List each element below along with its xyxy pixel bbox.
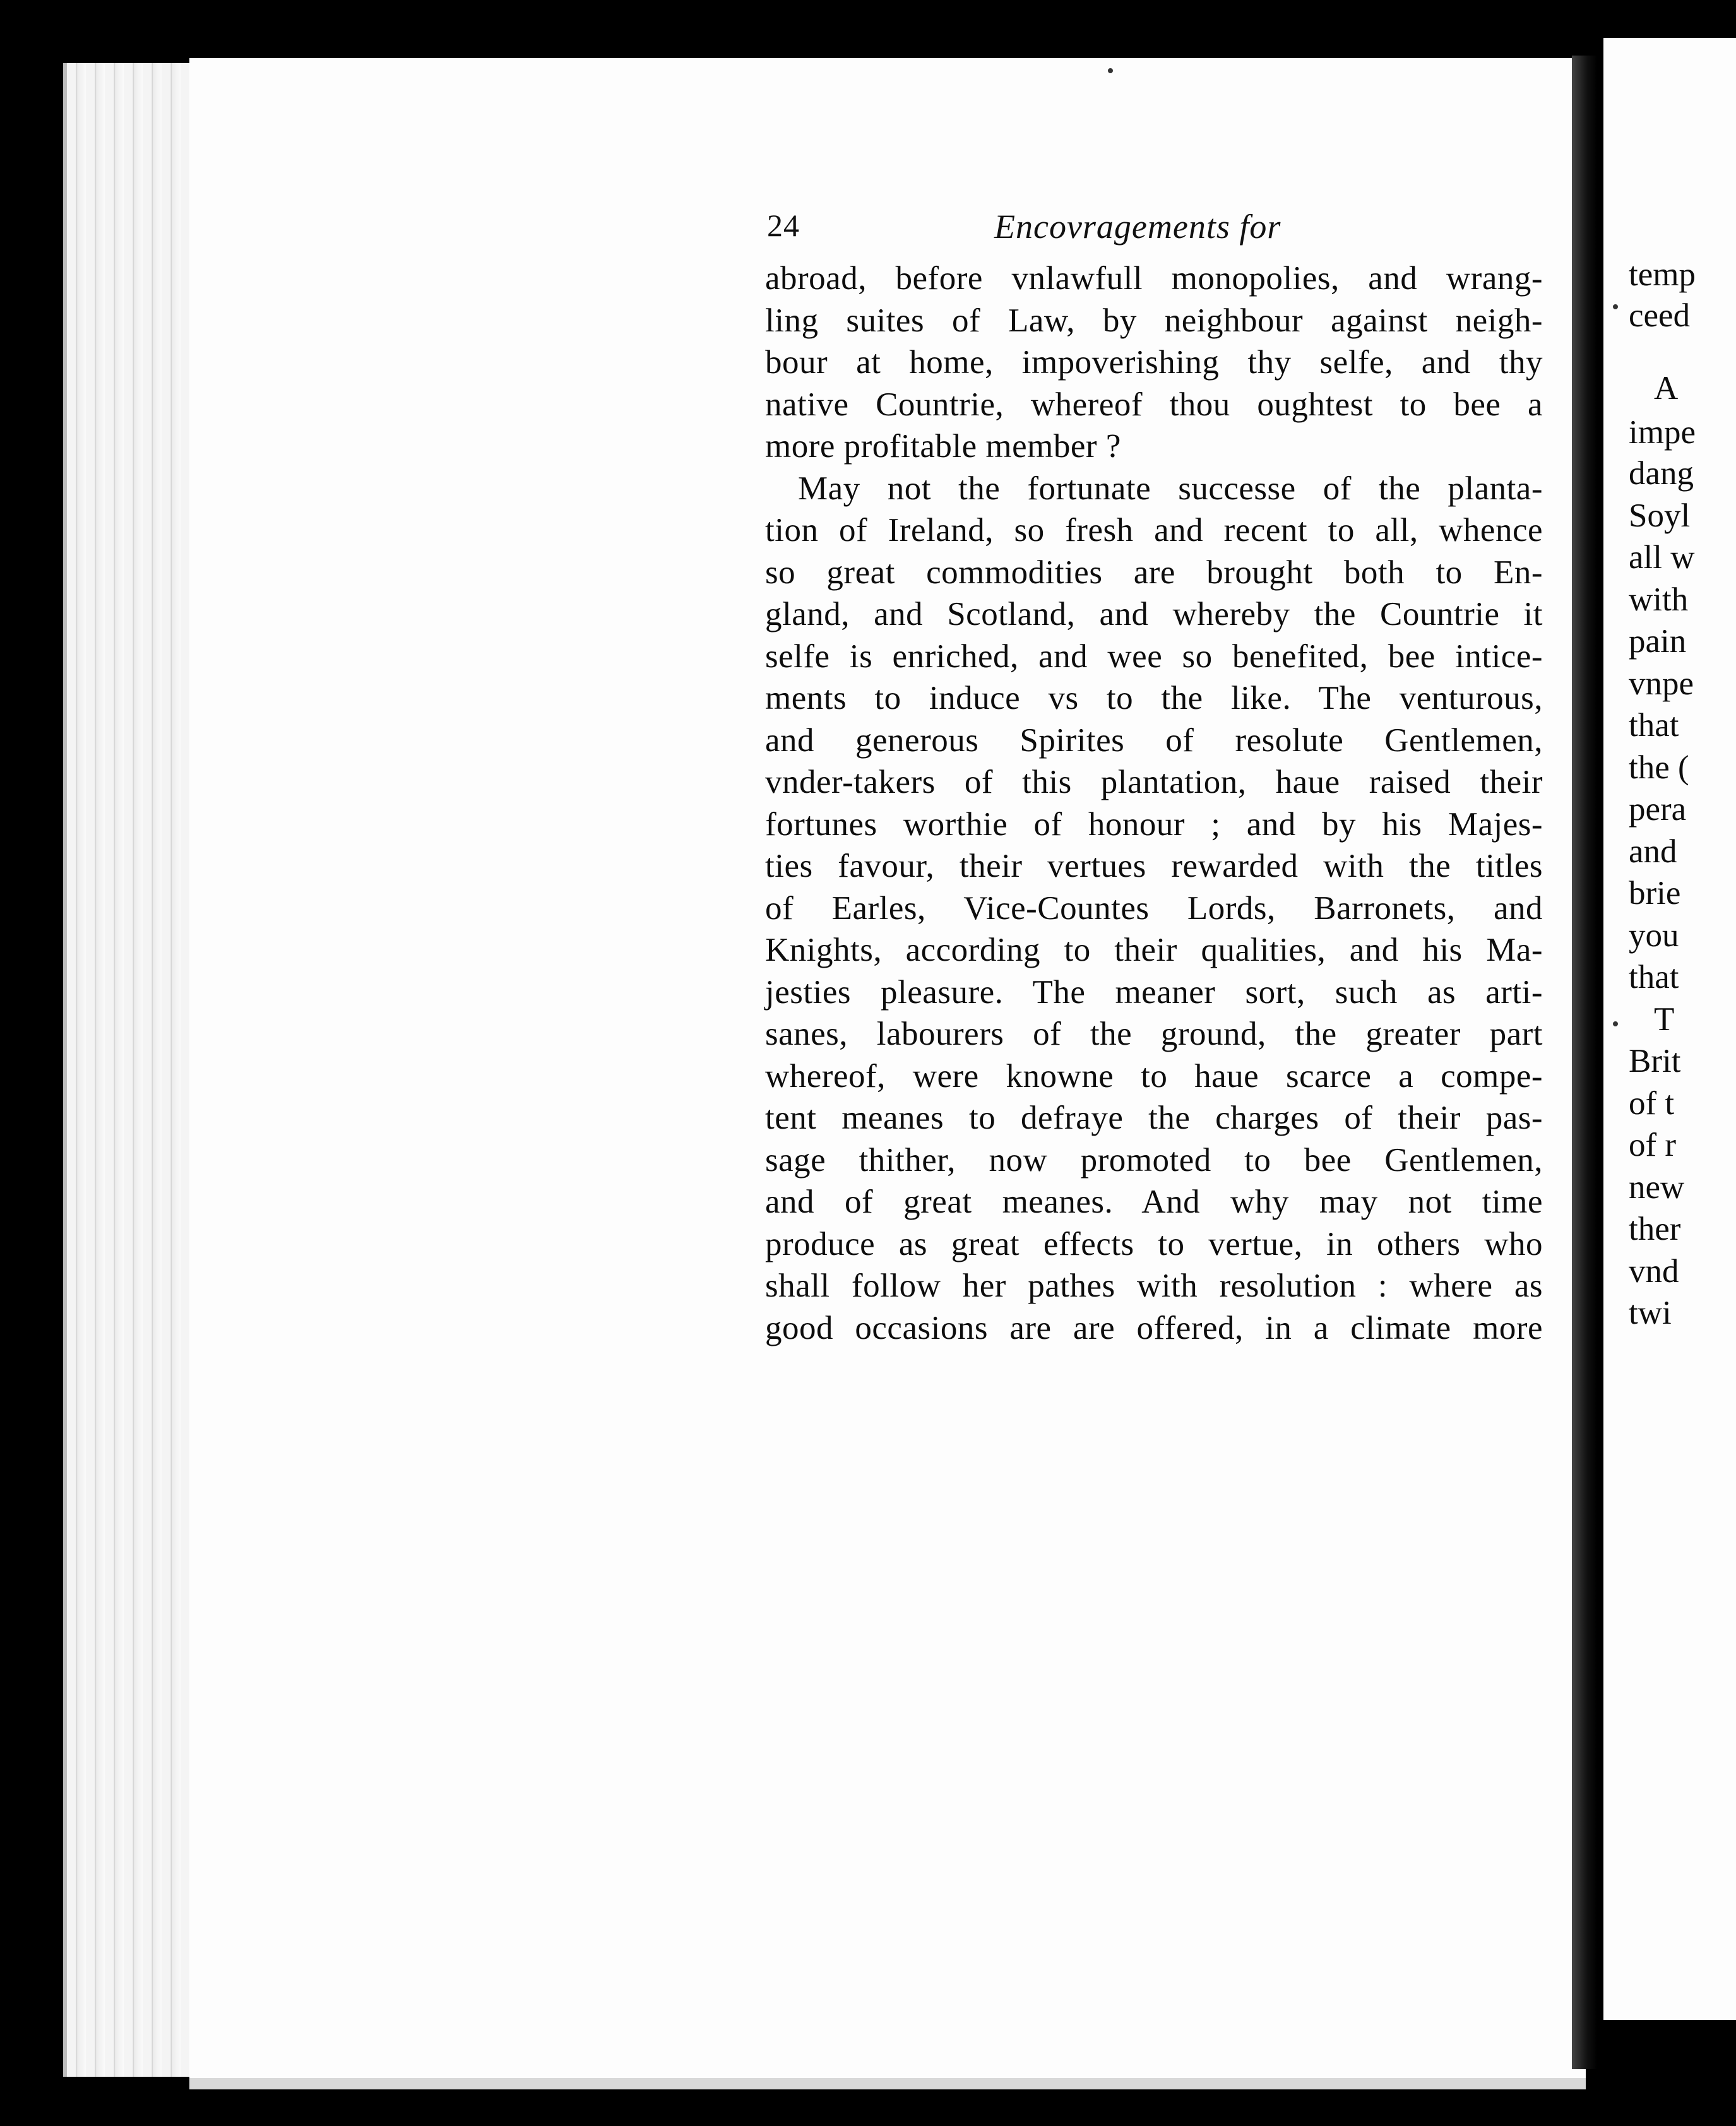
body-text — [765, 258, 1543, 1349]
facing-line: ceed — [1629, 297, 1691, 334]
scan-speck — [1613, 1021, 1618, 1026]
text-line: tion of Ireland, so fresh and recent to all, whence — [765, 512, 1543, 549]
text-line: selfe is enriched, and wee so benefited, bee intice- — [765, 638, 1543, 675]
facing-page — [1603, 38, 1736, 2020]
facing-line: and — [1629, 833, 1677, 870]
text-line: Knights, according to their qualities, and his Ma- — [765, 932, 1543, 968]
facing-line: of t — [1629, 1085, 1675, 1122]
text-line: and generous Spirites of resolute Gentlemen, — [765, 722, 1543, 759]
facing-line: ther — [1629, 1211, 1681, 1247]
text-line: good occasions are are offered, in a climate more — [765, 1309, 1543, 1346]
page-number: 24 — [767, 208, 800, 243]
facing-line: Brit — [1629, 1043, 1681, 1079]
facing-line: vnd — [1629, 1253, 1679, 1290]
running-head — [767, 207, 1588, 251]
text-line: abroad, before vnlawfull monopolies, and wrang- — [765, 260, 1543, 297]
facing-line: dang — [1629, 455, 1694, 492]
text-line: and of great meanes. And why may not time — [765, 1184, 1543, 1220]
text-line: sage thither, now promoted to bee Gentlemen, — [765, 1141, 1543, 1179]
text-line: May not the fortunate successe of the planta- — [798, 470, 1543, 507]
facing-line: impe — [1629, 414, 1696, 451]
running-title: Encovragements for — [994, 208, 1281, 246]
text-line: shall follow her pathes with resolution : where as — [765, 1268, 1543, 1304]
text-line: tent meanes to defraye the charges of their pas- — [765, 1100, 1543, 1136]
text-line: ling suites of Law, by neighbour against neigh- — [765, 302, 1543, 339]
facing-line: A — [1654, 370, 1679, 407]
facing-line: all w — [1629, 539, 1695, 576]
text-line: ties favour, their vertues rewarded with the titles — [765, 848, 1543, 884]
facing-line: T — [1654, 1001, 1675, 1038]
facing-line: twi — [1629, 1295, 1672, 1331]
facing-line: the ( — [1629, 749, 1689, 786]
facing-line: pain — [1629, 623, 1687, 660]
facing-line: temp — [1629, 256, 1696, 293]
facing-line: with — [1629, 581, 1689, 618]
facing-line: that — [1629, 707, 1679, 744]
scan-speck — [1108, 68, 1113, 73]
text-line: jesties pleasure. The meaner sort, such as arti- — [765, 973, 1543, 1011]
text-line: native Countrie, whereof thou oughtest to bee a — [765, 386, 1543, 423]
text-line: more profitable member ? — [765, 428, 1121, 465]
text-line: gland, and Scotland, and whereby the Countrie it — [765, 596, 1543, 632]
facing-line: Soyl — [1629, 497, 1691, 534]
book-gutter — [1572, 56, 1597, 2069]
text-line: vnder-takers of this plantation, haue raised their — [765, 764, 1543, 800]
text-line: ments to induce vs to the like. The venturous, — [765, 680, 1543, 716]
text-line: whereof, were knowne to haue scarce a compe- — [765, 1057, 1543, 1095]
facing-line: new — [1629, 1169, 1685, 1206]
facing-line: vnpe — [1629, 665, 1694, 702]
facing-line: that — [1629, 959, 1679, 995]
text-line: bour at home, impoverishing thy selfe, and thy — [765, 344, 1543, 381]
text-line: of Earles, Vice-Countes Lords, Barronets, and — [765, 889, 1543, 927]
text-line: sanes, labourers of the ground, the greater part — [765, 1016, 1543, 1052]
facing-line: of r — [1629, 1127, 1677, 1163]
facing-line: you — [1629, 917, 1679, 954]
facing-line: brie — [1629, 875, 1681, 912]
facing-line: pera — [1629, 791, 1687, 828]
text-line: fortunes worthie of honour ; and by his Majes- — [765, 805, 1543, 843]
text-line: produce as great effects to vertue, in others who — [765, 1225, 1543, 1262]
text-line: so great commodities are brought both to En- — [765, 554, 1543, 591]
scan-speck — [1613, 304, 1618, 309]
